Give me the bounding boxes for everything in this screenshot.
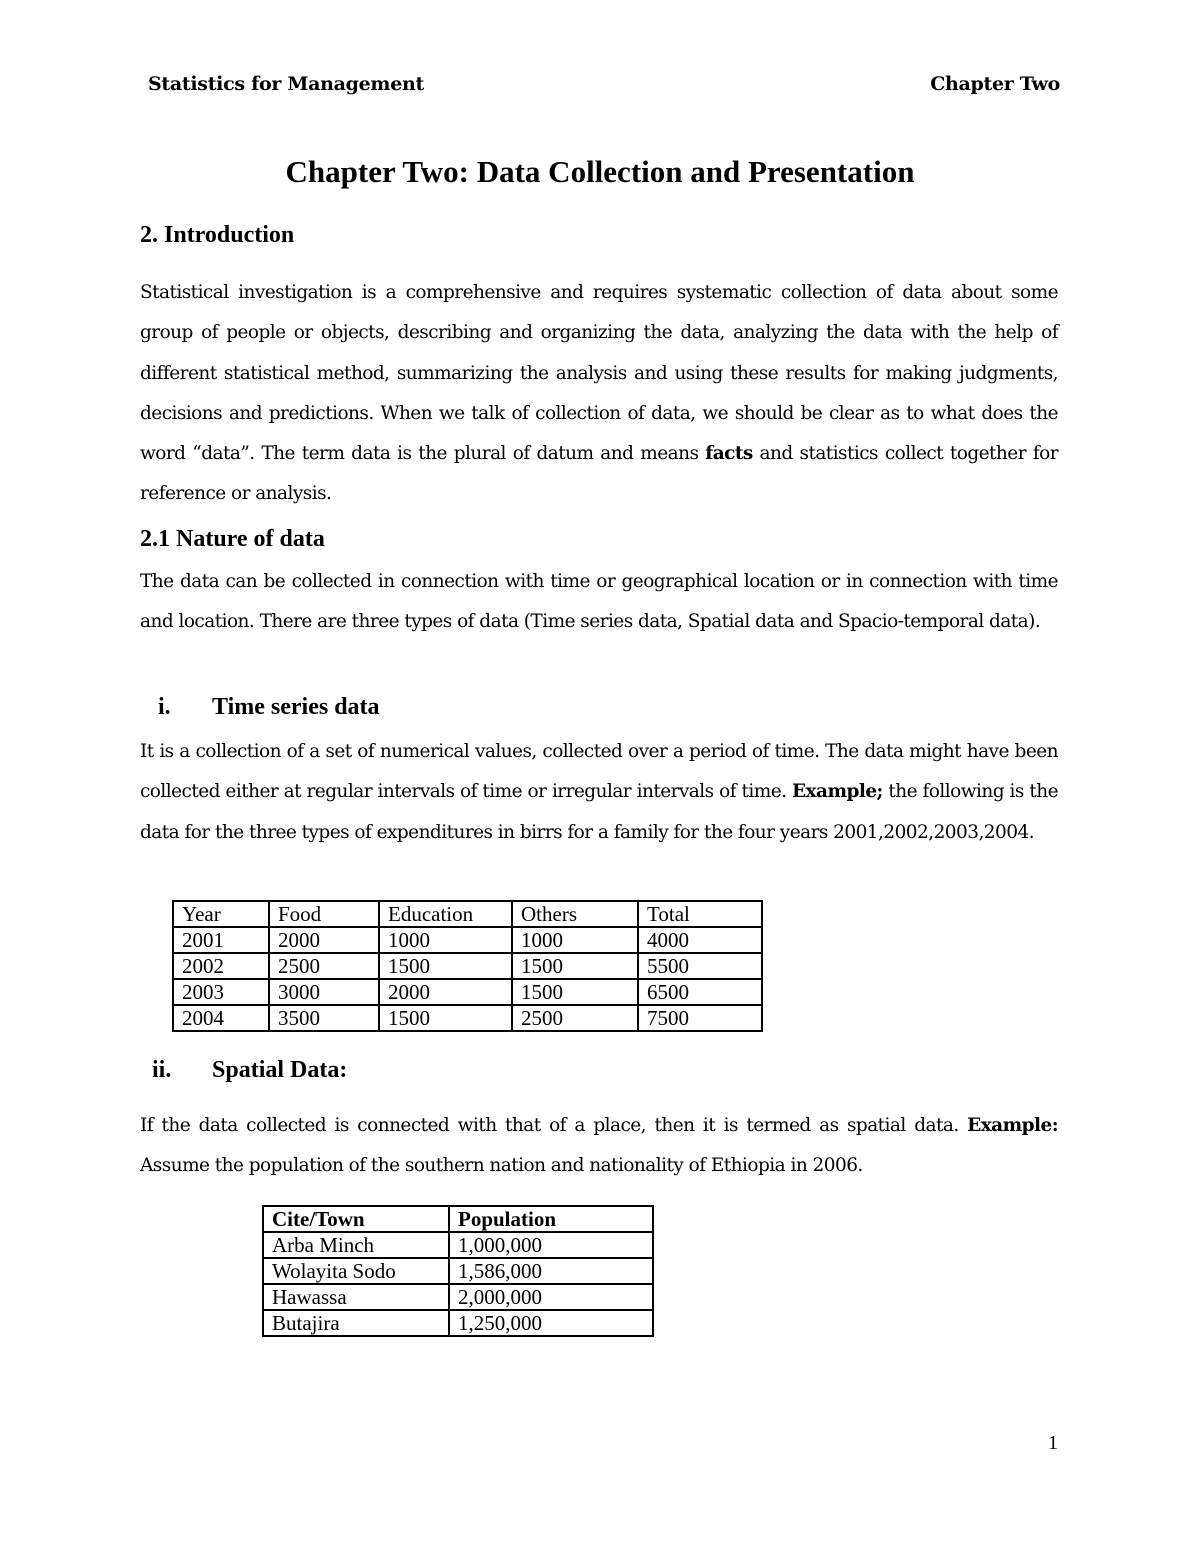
table-row (263, 1284, 653, 1310)
table-header-cell: Total (638, 901, 762, 927)
subsection-heading-time-series: Time series data (212, 694, 380, 720)
spatial-paragraph (140, 1106, 1058, 1187)
table-row (173, 953, 762, 979)
section-heading-nature-of-data: 2.1 Nature of data (140, 526, 325, 552)
table-cell: 1,586,000 (449, 1258, 653, 1284)
intro-bold-term: facts (705, 443, 753, 465)
table-cell: 6500 (638, 979, 762, 1005)
table-cell: 2003 (173, 979, 269, 1005)
table-cell: 1500 (379, 953, 512, 979)
table-cell: 1000 (379, 927, 512, 953)
time-series-example-label: Example; (791, 781, 883, 803)
table-row (173, 927, 762, 953)
spatial-example-label: Example: (967, 1115, 1058, 1136)
table-cell: Butajira (263, 1310, 449, 1336)
table-cell: 4000 (638, 927, 762, 953)
table-header-cell: Population (449, 1206, 653, 1232)
spatial-table (262, 1205, 654, 1337)
table-header-cell: Others (512, 901, 638, 927)
table-header-row (173, 901, 762, 927)
table-cell: 2001 (173, 927, 269, 953)
table-cell: 1500 (379, 1005, 512, 1031)
table-cell: 1000 (512, 927, 638, 953)
subsection-number-i: i. (158, 694, 171, 720)
table-cell: 1500 (512, 979, 638, 1005)
table-row (173, 1005, 762, 1031)
spatial-text-part1: If the data collected is connected with that of a place, then it is termed as spatial data. (140, 1115, 968, 1136)
intro-text-part1: Statistical investigation is a comprehensive and requires systematic collection of data about some group of people or objects, describing and organizing the data, analyzing the data with the help of different statistical method, summarizing the analysis and using these results for making judgments, decisions and predictions. When we talk of collection of data, we should be clear as to what does the word “data”. The term data is the plural of datum and means (140, 282, 1058, 465)
time-series-table (172, 900, 763, 1032)
time-series-text-part2: the following is the data for the three types of expenditures in birrs for a family for the four years 2001,2002,2003,2004. (140, 781, 1058, 843)
table-header-cell: Food (269, 901, 379, 927)
spatial-text-part2: Assume the population of the southern nation and nationality of Ethiopia in 2006. (140, 1155, 863, 1177)
table-header-cell: Year (173, 901, 269, 927)
chapter-title: Chapter Two: Data Collection and Presentation (285, 154, 915, 189)
nature-paragraph: The data can be collected in connection with time or geographical location or in connection with time and location. There are three types of data (Time series data, Spatial data and Spacio-temporal data). (140, 571, 1058, 633)
table-row (263, 1232, 653, 1258)
page-number: 1 (1048, 1432, 1058, 1454)
table-row (263, 1258, 653, 1284)
table-cell: Arba Minch (263, 1232, 449, 1258)
table-cell: 3000 (269, 979, 379, 1005)
table-cell: 2500 (269, 953, 379, 979)
table-cell: Wolayita Sodo (263, 1258, 449, 1284)
table-cell: 2004 (173, 1005, 269, 1031)
section-heading-introduction: 2. Introduction (140, 222, 295, 248)
table-cell: 2000 (269, 927, 379, 953)
running-header-right: Chapter Two (930, 73, 1060, 95)
table-header-cell: Cite/Town (263, 1206, 449, 1232)
table-cell: 1,000,000 (449, 1232, 653, 1258)
table-cell: 3500 (269, 1005, 379, 1031)
table-cell: 2500 (512, 1005, 638, 1031)
intro-text-part2: and statistics collect together for reference or analysis. (140, 443, 1058, 505)
table-cell: 2000 (379, 979, 512, 1005)
table-cell: Hawassa (263, 1284, 449, 1310)
table-header-row (263, 1206, 653, 1232)
intro-paragraph (140, 273, 1058, 515)
table-cell: 5500 (638, 953, 762, 979)
subsection-heading-spatial: Spatial Data: (212, 1057, 348, 1083)
table-row (263, 1310, 653, 1336)
running-header-left: Statistics for Management (148, 73, 424, 95)
table-header-cell: Education (379, 901, 512, 927)
table-cell: 2,000,000 (449, 1284, 653, 1310)
table-row (173, 979, 762, 1005)
table-cell: 1500 (512, 953, 638, 979)
table-cell: 2002 (173, 953, 269, 979)
time-series-text-part1: It is a collection of a set of numerical values, collected over a period of time. The data might have been collected either at regular intervals of time or irregular intervals of time. (140, 741, 1058, 803)
table-cell: 7500 (638, 1005, 762, 1031)
time-series-paragraph (140, 732, 1058, 853)
subsection-number-ii: ii. (152, 1057, 172, 1083)
table-cell: 1,250,000 (449, 1310, 653, 1336)
